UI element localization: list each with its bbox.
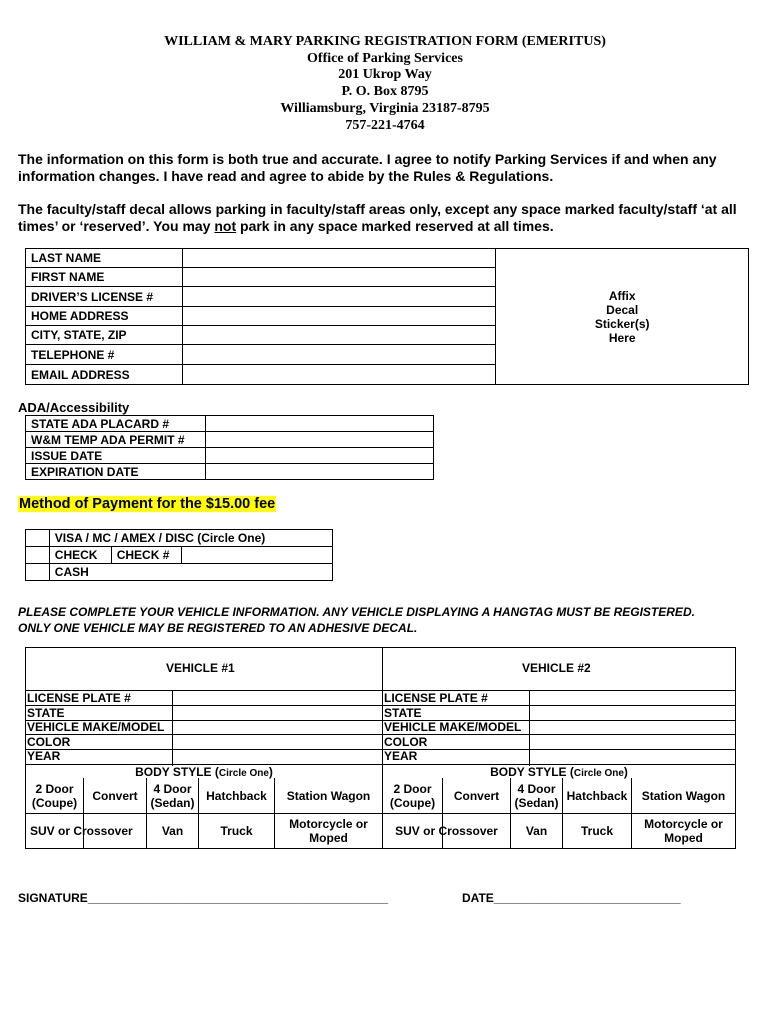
email-input[interactable]: [182, 365, 495, 385]
ada-table: [25, 415, 434, 480]
check-option: CHECK: [49, 547, 111, 564]
phone-number: 757-221-4764: [345, 118, 425, 133]
field-label: EMAIL ADDRESS: [26, 365, 183, 385]
v1-style-2door[interactable]: 2 Door (Coupe): [31, 782, 78, 810]
field-label: FIRST NAME: [26, 268, 183, 287]
drivers-license-input[interactable]: [182, 287, 495, 307]
v1-style-truck[interactable]: Truck: [220, 824, 253, 838]
field-label: W&M TEMP ADA PERMIT #: [26, 432, 206, 448]
field-label: EXPIRATION DATE: [26, 464, 206, 480]
v1-body-style-label: BODY STYLE (Circle One): [135, 765, 273, 779]
payment-table: [25, 529, 333, 581]
cash-checkbox[interactable]: [26, 564, 50, 581]
v2-style-motorcycle[interactable]: Motorcycle or Moped: [644, 817, 723, 845]
field-label: STATE ADA PLACARD #: [26, 416, 206, 432]
v1-color-label: COLOR: [27, 734, 71, 749]
decal-note: The faculty/staff decal allows parking in faculty/staff areas only, except any space marked faculty/staff ‘at all times’ or ‘reserved’. You may not park in any space marked reserved at all times.: [18, 201, 737, 234]
v1-style-motorcycle[interactable]: Motorcycle or Moped: [289, 817, 368, 845]
field-label: DRIVER’S LICENSE #: [26, 287, 183, 307]
payment-title: Method of Payment for the $15.00 fee: [19, 496, 276, 512]
ada-permit-input[interactable]: [205, 432, 433, 448]
v1-year-label: YEAR: [27, 749, 61, 763]
v1-style-van[interactable]: Van: [161, 824, 184, 838]
po-box: P. O. Box 8795: [341, 84, 429, 99]
field-label: ISSUE DATE: [26, 448, 206, 464]
field-label: LAST NAME: [26, 249, 183, 268]
check-num-label: CHECK #: [111, 547, 181, 564]
check-num-input[interactable]: [181, 547, 332, 564]
v1-style-convert[interactable]: Convert: [92, 789, 138, 803]
first-name-input[interactable]: [182, 268, 495, 287]
v2-plate-label: LICENSE PLATE #: [384, 691, 488, 705]
v1-state-label: STATE: [27, 705, 65, 720]
expiration-date-input[interactable]: [205, 464, 433, 480]
street-address: 201 Ukrop Way: [338, 67, 432, 82]
check-checkbox[interactable]: [26, 547, 50, 564]
field-label: TELEPHONE #: [26, 345, 183, 365]
vehicle1-title: VEHICLE #1: [166, 661, 235, 675]
cash-option: CASH: [49, 564, 332, 581]
city-address: Williamsburg, Virginia 23187-8795: [280, 101, 490, 116]
card-checkbox[interactable]: [26, 530, 50, 547]
ada-title: ADA/Accessibility: [18, 400, 130, 415]
v2-style-hatchback[interactable]: Hatchback: [566, 789, 628, 803]
field-label: CITY, STATE, ZIP: [26, 326, 183, 345]
v2-style-truck[interactable]: Truck: [580, 824, 613, 838]
affix-decal-area: Affix Decal Sticker(s) Here: [496, 249, 749, 385]
date-line[interactable]: DATE____________________________: [462, 891, 681, 905]
home-address-input[interactable]: [182, 307, 495, 326]
personal-info-table: [25, 248, 749, 385]
telephone-input[interactable]: [182, 345, 495, 365]
v2-style-van[interactable]: Van: [525, 824, 548, 838]
vehicle-notice-line2: ONLY ONE VEHICLE MAY BE REGISTERED TO AN ADHESIVE DECAL.: [18, 621, 418, 635]
agreement-text: The information on this form is both true and accurate. I agree to notify Parking Services if and when any information changes. I have read and agree to abide by the Rules & Regulations.: [18, 151, 717, 184]
form-title: WILLIAM & MARY PARKING REGISTRATION FORM (EMERITUS): [164, 34, 606, 49]
v2-body-style-label: BODY STYLE (Circle One): [490, 765, 628, 779]
v2-make-label: VEHICLE MAKE/MODEL: [384, 720, 522, 734]
v2-state-label: STATE: [384, 705, 422, 720]
v1-style-hatchback[interactable]: Hatchback: [206, 789, 267, 803]
v1-style-wagon[interactable]: Station Wagon: [286, 789, 371, 803]
signature-line[interactable]: SIGNATURE_____________________________________________: [18, 891, 389, 905]
field-label: HOME ADDRESS: [26, 307, 183, 326]
v2-style-2door[interactable]: 2 Door (Coupe): [389, 782, 436, 810]
v1-style-4door[interactable]: 4 Door (Sedan): [150, 782, 195, 810]
last-name-input[interactable]: [182, 249, 495, 268]
office-name: Office of Parking Services: [307, 51, 463, 66]
v1-make-label: VEHICLE MAKE/MODEL: [27, 720, 165, 734]
v1-style-suv[interactable]: SUV or Crossover: [30, 824, 133, 838]
v2-style-wagon[interactable]: Station Wagon: [641, 789, 726, 803]
v2-style-4door[interactable]: 4 Door (Sedan): [514, 782, 559, 810]
v1-plate-label: LICENSE PLATE #: [27, 691, 131, 705]
v2-style-suv[interactable]: SUV or Crossover: [395, 824, 498, 838]
v2-style-convert[interactable]: Convert: [453, 789, 500, 803]
ada-placard-input[interactable]: [205, 416, 433, 432]
issue-date-input[interactable]: [205, 448, 433, 464]
v2-color-label: COLOR: [384, 734, 428, 749]
vehicle-notice-line1: PLEASE COMPLETE YOUR VEHICLE INFORMATION. ANY VEHICLE DISPLAYING A HANGTAG MUST BE REGISTERED.: [18, 605, 695, 619]
card-option: VISA / MC / AMEX / DISC (Circle One): [49, 530, 332, 547]
v2-year-label: YEAR: [384, 749, 418, 763]
vehicle2-title: VEHICLE #2: [522, 661, 591, 675]
city-state-zip-input[interactable]: [182, 326, 495, 345]
vehicle-table: [25, 647, 736, 849]
